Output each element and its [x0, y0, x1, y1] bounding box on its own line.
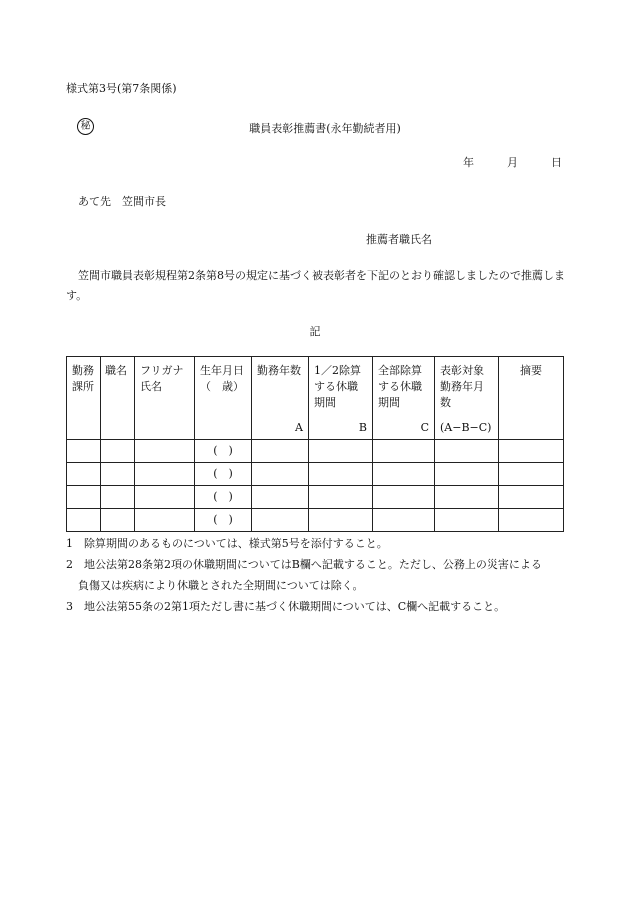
table-cell[interactable] — [309, 440, 373, 463]
body-text: 笠間市職員表彰規程第2条第8号の規定に基づく被表彰者を下記のとおり確認しましたので推薦します。 — [66, 269, 565, 302]
age-cell[interactable]: ( ) — [195, 486, 252, 509]
addressee: あて先 笠間市長 — [78, 195, 166, 208]
table-cell[interactable] — [373, 486, 435, 509]
table-cell[interactable] — [135, 486, 195, 509]
table-cell[interactable] — [135, 509, 195, 532]
table-cell[interactable] — [252, 509, 309, 532]
table-cell[interactable] — [373, 440, 435, 463]
header-cell: 生年月日（ 歳） — [195, 357, 252, 440]
table-cell[interactable] — [252, 486, 309, 509]
age-cell[interactable]: ( ) — [195, 509, 252, 532]
table-cell[interactable] — [67, 463, 101, 486]
secret-mark-icon: 秘 — [77, 118, 94, 135]
header-cell: フリガナ氏名 — [135, 357, 195, 440]
header-cell: 表彰対象勤務年月数 (A−B−C) — [435, 357, 499, 440]
table-cell[interactable] — [252, 440, 309, 463]
table-cell[interactable] — [309, 509, 373, 532]
table-row — [67, 509, 564, 532]
age-cell[interactable]: ( ) — [195, 463, 252, 486]
date-month: 月 — [507, 156, 518, 169]
table-cell[interactable] — [435, 440, 499, 463]
table-cell[interactable] — [435, 463, 499, 486]
table-cell[interactable] — [252, 463, 309, 486]
document-title: 職員表彰推薦書(永年勤続者用) — [249, 122, 401, 135]
note-3: 3 地公法第55条の2第1項ただし書に基づく休職期間については、C欄へ記載すること。 — [66, 600, 506, 613]
table-cell[interactable] — [101, 509, 135, 532]
table-cell[interactable] — [67, 509, 101, 532]
date-day: 日 — [551, 156, 562, 169]
table-cell[interactable] — [135, 463, 195, 486]
table-cell[interactable] — [101, 440, 135, 463]
recommender-label: 推薦者職氏名 — [366, 233, 432, 246]
table-cell[interactable] — [499, 486, 564, 509]
table-row — [67, 440, 564, 463]
table-cell[interactable] — [435, 509, 499, 532]
header-cell: 勤務年数 A — [252, 357, 309, 440]
table-cell[interactable] — [101, 486, 135, 509]
ki-heading: 記 — [309, 325, 321, 338]
header-cell: 職名 — [101, 357, 135, 440]
header-cell: 摘要 — [499, 357, 564, 440]
table-cell[interactable] — [309, 486, 373, 509]
table-cell[interactable] — [373, 463, 435, 486]
form-number: 様式第3号(第7条関係) — [66, 82, 177, 95]
header-cell: 1／2除算する休職期間 B — [309, 357, 373, 440]
age-cell[interactable]: ( ) — [195, 440, 252, 463]
date-line — [463, 154, 562, 170]
table-cell[interactable] — [499, 509, 564, 532]
table-cell[interactable] — [499, 440, 564, 463]
table-cell[interactable] — [309, 463, 373, 486]
table-cell[interactable] — [67, 486, 101, 509]
table-row — [67, 463, 564, 486]
date-year: 年 — [463, 156, 474, 169]
table-cell[interactable] — [499, 463, 564, 486]
table-cell[interactable] — [67, 440, 101, 463]
table-row — [67, 486, 564, 509]
recommendation-table — [66, 356, 564, 532]
note-1: 1 除算期間のあるものについては、様式第5号を添付すること。 — [66, 537, 388, 550]
table-cell[interactable] — [435, 486, 499, 509]
header-cell: 勤務課所 — [67, 357, 101, 440]
note-2-cont: 負傷又は疾病により休職とされた全期間については除く。 — [78, 579, 364, 592]
note-2: 2 地公法第28条第2項の休職期間についてはB欄へ記載すること。ただし、公務上の災害による — [66, 558, 542, 571]
table-header-row — [67, 357, 564, 440]
table-cell[interactable] — [373, 509, 435, 532]
table-cell[interactable] — [101, 463, 135, 486]
header-cell: 全部除算する休職期間 C — [373, 357, 435, 440]
table-cell[interactable] — [135, 440, 195, 463]
notes — [66, 533, 566, 617]
